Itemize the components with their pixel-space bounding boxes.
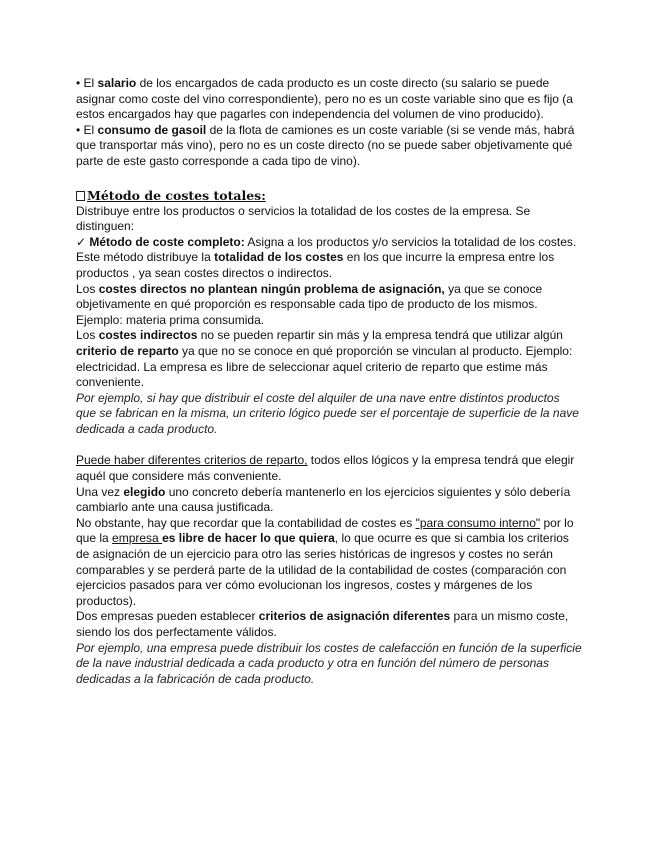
underlined-text: "para consumo interno" xyxy=(415,515,541,530)
section-heading xyxy=(76,188,582,204)
elegido-paragraph xyxy=(76,485,582,516)
heading-text: Método de costes totales: xyxy=(87,187,266,203)
bold-term: ✓ Método de coste completo: xyxy=(76,234,245,249)
text: en los que incurre la empresa entre los productos , ya sean costes directos o indirectos. xyxy=(76,250,555,280)
text: para un mismo coste, siendo los dos perfectamente válidos. xyxy=(76,609,569,639)
bold-term: elegido xyxy=(123,484,166,499)
text: por lo que la xyxy=(76,515,574,546)
spacer xyxy=(76,437,582,453)
document-page xyxy=(76,76,582,687)
text: de la flota de camiones es un coste variable (si se vende más, habrá que transportar más vino), pero no es un coste directo (no se puede saber objetivamente qué parte de este gasto corresponde a cada tipo de vino). xyxy=(76,122,575,168)
bullet-gasoil xyxy=(76,123,582,170)
no-obstante-paragraph xyxy=(76,516,582,610)
underlined-text: Puede haber diferentes criterios de reparto, xyxy=(76,453,308,468)
text: no se pueden repartir sin más y la empresa tendrá que utilizar algún xyxy=(197,328,563,343)
text: ya que se conoce objetivamente en qué proporción es responsable cada tipo de producto de los mismos. Ejemplo: materia prima consumida. xyxy=(76,281,543,327)
text: todos ellos lógicos y la empresa tendrá que elegir aquél que considere más conveniente. xyxy=(76,453,575,484)
text: Una vez xyxy=(76,484,124,499)
costes-indirectos-paragraph xyxy=(76,328,582,390)
bold-term: es libre de hacer lo que quiera xyxy=(162,531,335,546)
text: ya que no se conoce en qué proporción se vinculan al producto. Ejemplo: electricidad. La empresa es libre de seleccionar aquel criterio de reparto que estime más conveniente. xyxy=(76,343,573,390)
bold-term: totalidad de los costes xyxy=(214,250,344,265)
example-alquiler: Por ejemplo, si hay que distribuir el coste del alquiler de una nave entre distintos productos que se fabrican en la misma, un criterio lógico puede ser el porcentaje de superficie de la nave dedicada a cada producto. xyxy=(76,390,579,436)
dos-empresas-paragraph xyxy=(76,609,582,640)
text: de los encargados de cada producto es un coste directo (su salario se puede asignar como coste del vino correspondiente), pero no es un coste variable sino que es fijo (a estos encargados hay que pagarles con independencia del volumen de vino producido). xyxy=(76,76,573,122)
text: Dos empresas pueden establecer xyxy=(76,609,259,624)
bold-term: costes directos no plantean ningún problema de asignación, xyxy=(98,281,445,296)
text: • El xyxy=(76,122,98,137)
bold-term: costes indirectos xyxy=(98,328,198,343)
text: , lo que ocurre es que si cambia los criterios de asignación de un ejercicio para otro las series históricas de ingresos y costes no serán comparables y se perderá parte de la utilidad de la contabilidad de costes (comparación con ejercicios pasados para ver cómo evolucionan los ingresos, costes y márgenes de los productos). xyxy=(76,531,569,608)
bold-term: criterios de asignación diferentes xyxy=(258,609,451,624)
coste-completo-paragraph xyxy=(76,235,582,282)
bold-term: salario xyxy=(97,76,137,90)
criterios-paragraph xyxy=(76,453,582,484)
checkbox-glyph-icon xyxy=(76,191,85,201)
intro-paragraph: Distribuye entre los productos o servicios la totalidad de los costes de la empresa. Se distinguen: xyxy=(76,203,531,234)
bold-term: consumo de gasoil xyxy=(97,122,207,137)
text: Los xyxy=(76,281,99,296)
example-calefaccion: Por ejemplo, una empresa puede distribuir los costes de calefacción en función de la superficie de la nave industrial dedicada a cada producto y otra en función del número de personas dedicadas a la fabricación de cada producto. xyxy=(76,640,582,686)
underlined-text: empresa xyxy=(112,531,163,546)
costes-directos-paragraph xyxy=(76,282,582,329)
text: Asigna a los productos y/o servicios la totalidad de los costes. Este método distribuye la xyxy=(76,234,577,265)
bullet-salario xyxy=(76,76,582,123)
bold-term: criterio de reparto xyxy=(76,343,179,358)
text: Los xyxy=(76,328,99,343)
text: • El xyxy=(76,76,98,90)
text: No obstante, hay que recordar que la contabilidad de costes es xyxy=(76,515,416,530)
text: uno concreto debería mantenerlo en los ejercicios siguientes y sólo debería cambiarlo ante una causa justificada. xyxy=(76,484,571,515)
